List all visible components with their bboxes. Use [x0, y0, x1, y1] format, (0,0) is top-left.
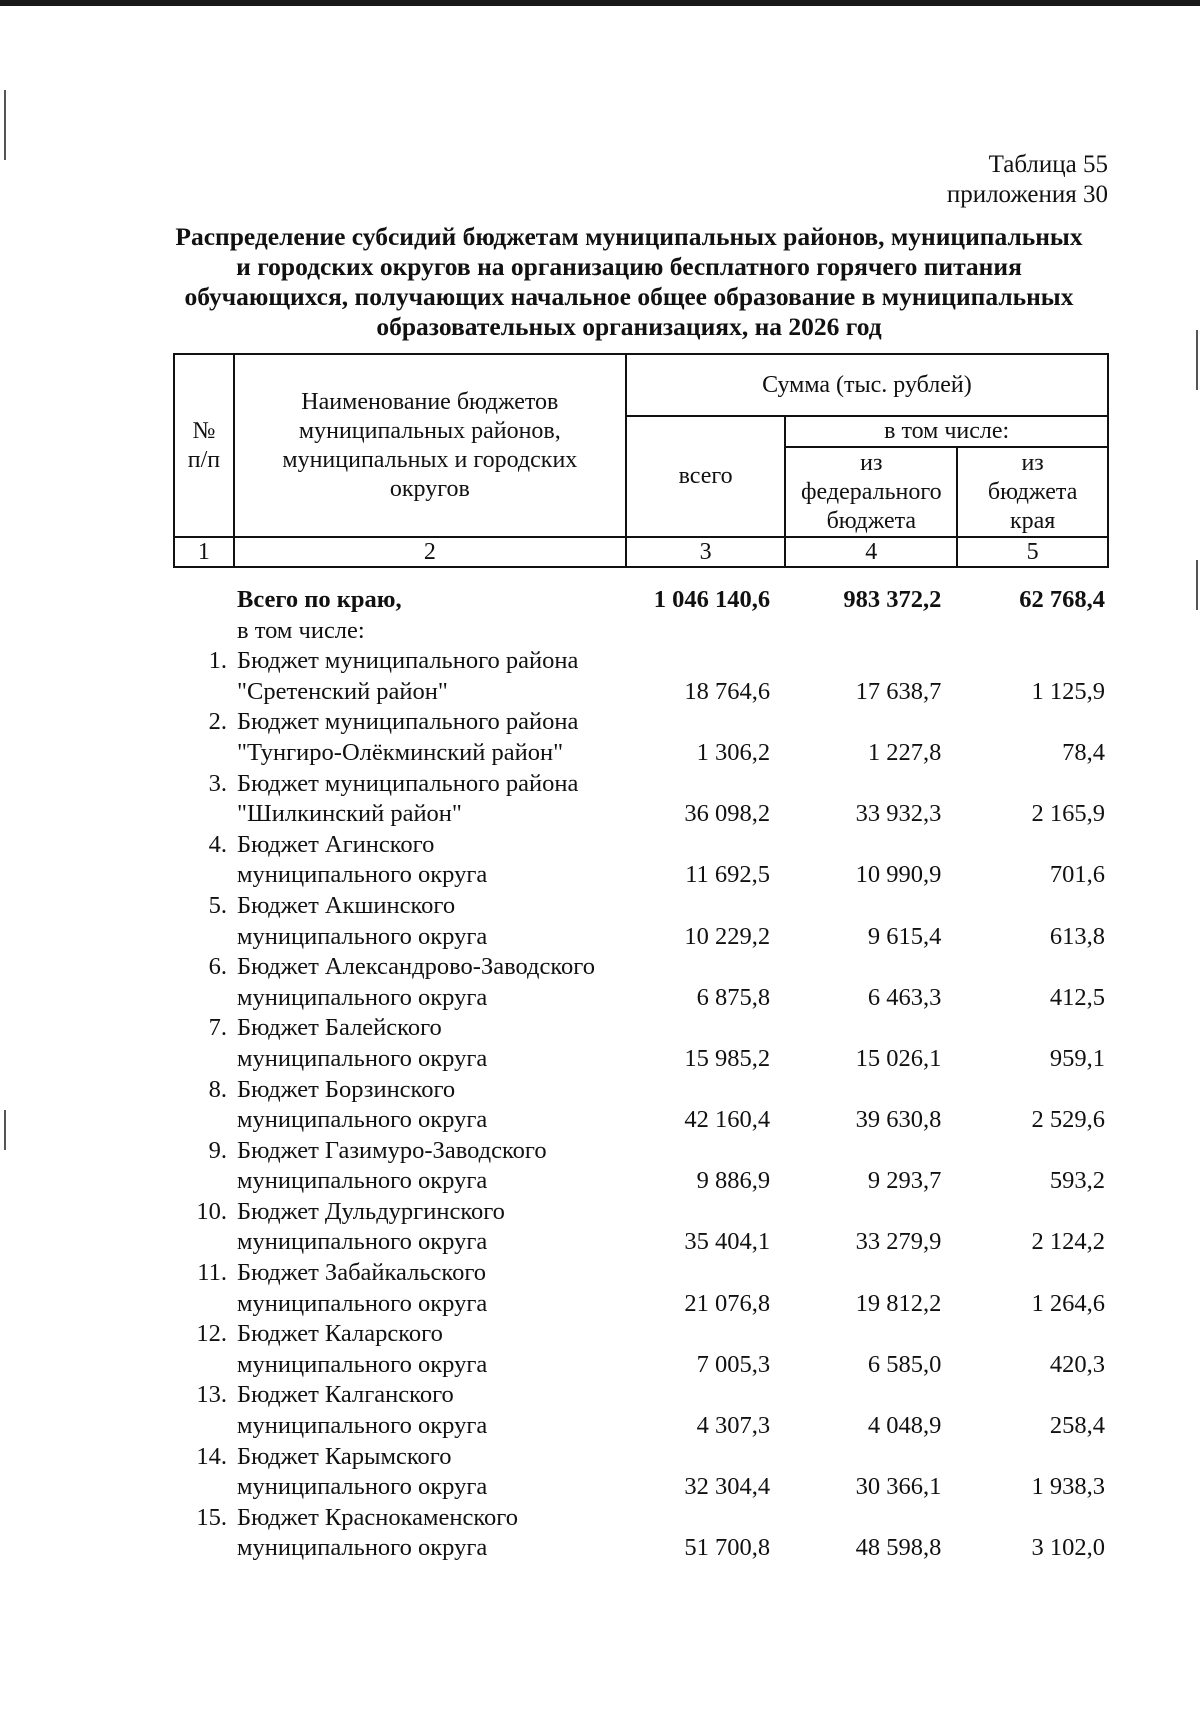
sum-total: 18 764,6 — [684, 677, 771, 705]
sum-federal: 4 048,9 — [867, 1412, 942, 1440]
budget-name-line: "Шилкинский район" — [237, 800, 462, 828]
sum-federal: 30 366,1 — [855, 1473, 942, 1501]
budget-name — [233, 1197, 614, 1258]
column-number: 5 — [957, 537, 1108, 567]
budget-name-line: Бюджет Балейского — [237, 1014, 442, 1042]
sum-federal: 33 279,9 — [855, 1228, 942, 1256]
header-number-cell — [174, 354, 234, 537]
table-row — [173, 1319, 1109, 1380]
budget-name-line: Бюджет Краснокаменского — [237, 1503, 518, 1531]
budget-name-line: Бюджет Акшинского — [237, 891, 456, 919]
table-header — [173, 353, 1109, 568]
budget-name — [233, 1503, 614, 1564]
sum-regional: 412,5 — [1049, 983, 1105, 1011]
sum-federal: 15 026,1 — [855, 1044, 942, 1072]
sum-total: 9 886,9 — [696, 1167, 771, 1195]
sum-regional: 1 264,6 — [1031, 1289, 1105, 1317]
row-number: 12. — [196, 1320, 228, 1348]
budget-name-line: муниципального округа — [237, 1167, 488, 1195]
row-number: 15. — [196, 1503, 228, 1531]
row-number: 8. — [208, 1075, 228, 1103]
sum-regional: 420,3 — [1049, 1350, 1105, 1378]
header-text: муниципальных и городских — [282, 446, 578, 473]
sum-regional: 593,2 — [1049, 1167, 1105, 1195]
header-text: из — [860, 449, 883, 476]
header-text: Наименование бюджетов — [301, 388, 559, 415]
budget-name-line: Бюджет Калганского — [237, 1381, 454, 1409]
budget-name-line: муниципального округа — [237, 1350, 488, 1378]
budget-name — [233, 1442, 614, 1503]
budget-name — [233, 707, 614, 768]
total-sum: 1 046 140,6 — [653, 586, 771, 613]
budget-name-line: муниципального округа — [237, 1473, 488, 1501]
budget-name-line: муниципального округа — [237, 1289, 488, 1317]
table-row — [173, 1258, 1109, 1319]
budget-name — [233, 1013, 614, 1074]
sum-regional: 1 125,9 — [1031, 677, 1105, 705]
header-federal-cell — [785, 447, 957, 537]
budget-name-line: Бюджет муниципального района — [237, 647, 579, 675]
sum-federal: 17 638,7 — [855, 677, 942, 705]
budget-name-line: Бюджет Александрово-Заводского — [237, 953, 595, 981]
column-number: 3 — [626, 537, 786, 567]
column-number: 4 — [785, 537, 957, 567]
title-line: и городских округов на организацию бесплатного горячего питания — [236, 252, 1022, 281]
budget-name — [233, 1075, 614, 1136]
title-line: образовательных организациях, на 2026 год — [376, 312, 882, 341]
budget-name-line: "Тунгиро-Олёкминский район" — [237, 738, 564, 766]
sum-federal: 19 812,2 — [855, 1289, 942, 1317]
budget-name-line: муниципального округа — [237, 922, 488, 950]
row-number: 6. — [208, 953, 228, 981]
sum-total: 36 098,2 — [684, 800, 771, 828]
table-row — [173, 830, 1109, 891]
budget-name-line: Бюджет Борзинского — [237, 1075, 456, 1103]
table-row — [173, 1075, 1109, 1136]
caption-table-number: Таблица 55 — [988, 151, 1108, 178]
sum-total: 15 985,2 — [684, 1044, 771, 1072]
including-label: в том числе: — [237, 616, 365, 644]
row-number: 2. — [208, 708, 228, 736]
table-row — [173, 1503, 1109, 1564]
sum-federal: 9 293,7 — [867, 1167, 942, 1195]
scan-margin-mark — [4, 1110, 6, 1150]
sum-regional: 2 529,6 — [1031, 1106, 1105, 1134]
header-text: п/п — [187, 446, 221, 473]
budget-name — [233, 830, 614, 891]
scan-margin-mark — [1196, 560, 1198, 610]
row-number: 1. — [208, 647, 228, 675]
sum-total: 42 160,4 — [684, 1106, 771, 1134]
sum-regional: 701,6 — [1049, 861, 1105, 889]
budget-name-line: муниципального округа — [237, 1106, 488, 1134]
title-line: обучающихся, получающих начальное общее образование в муниципальных — [184, 282, 1074, 311]
budget-name-line: Бюджет Агинского — [237, 830, 435, 858]
table-row — [173, 1136, 1109, 1197]
sum-total: 35 404,1 — [684, 1228, 771, 1256]
sum-total: 11 692,5 — [685, 861, 771, 889]
header-sum-cell: Сумма (тыс. рублей) — [626, 354, 1108, 416]
header-text: края — [1009, 507, 1056, 534]
budget-name — [233, 1319, 614, 1380]
budget-name — [233, 646, 614, 707]
row-number: 11. — [197, 1259, 228, 1287]
table-row — [173, 1197, 1109, 1258]
row-number: 14. — [196, 1442, 228, 1470]
header-text: округов — [389, 475, 470, 502]
column-number: 2 — [234, 537, 626, 567]
sum-federal: 48 598,8 — [855, 1534, 942, 1562]
row-number — [173, 616, 233, 647]
including-row — [173, 616, 1109, 647]
sum-regional: 258,4 — [1049, 1412, 1105, 1440]
budget-rows — [173, 646, 1109, 1564]
sum-federal: 9 615,4 — [867, 922, 942, 950]
title-line: Распределение субсидий бюджетам муниципальных районов, муниципальных — [175, 222, 1083, 251]
row-number: 7. — [208, 1014, 228, 1042]
budget-name-line: "Сретенский район" — [237, 677, 448, 705]
row-number: 3. — [208, 769, 228, 797]
budget-name — [233, 1380, 614, 1441]
total-regional: 62 768,4 — [1019, 586, 1105, 613]
budget-name — [233, 891, 614, 952]
budget-name-line: Бюджет Каларского — [237, 1320, 443, 1348]
row-number: 10. — [196, 1197, 228, 1225]
budget-name — [233, 1258, 614, 1319]
budget-name — [233, 769, 614, 830]
header-text: бюджета — [826, 507, 917, 534]
sum-federal: 33 932,3 — [855, 800, 942, 828]
budget-name-line: муниципального округа — [237, 1044, 488, 1072]
sum-total: 1 306,2 — [696, 738, 771, 766]
table-row — [173, 1442, 1109, 1503]
table-caption — [947, 150, 1108, 210]
header-name-cell — [234, 354, 626, 537]
sum-regional: 2 124,2 — [1031, 1228, 1105, 1256]
budget-name — [233, 1136, 614, 1197]
budget-table-body — [173, 585, 1109, 1564]
sum-federal: 1 227,8 — [867, 738, 942, 766]
sum-regional: 613,8 — [1049, 922, 1105, 950]
budget-name-line: Бюджет муниципального района — [237, 769, 579, 797]
header-text: федерального — [800, 478, 942, 505]
table-row — [173, 1380, 1109, 1441]
table-row — [173, 891, 1109, 952]
caption-appendix: приложения 30 — [946, 181, 1108, 208]
sum-total: 21 076,8 — [684, 1289, 771, 1317]
header-including-cell: в том числе: — [785, 416, 1108, 447]
budget-name-line: Бюджет Карымского — [237, 1442, 452, 1470]
table-row — [173, 769, 1109, 830]
budget-name-line: муниципального округа — [237, 861, 488, 889]
budget-name-line: Бюджет Газимуро-Заводского — [237, 1136, 547, 1164]
budget-name-line: Бюджет Забайкальского — [237, 1259, 487, 1287]
header-text: из — [1021, 449, 1044, 476]
sum-total: 32 304,4 — [684, 1473, 771, 1501]
scan-margin-mark — [1196, 330, 1198, 390]
sum-total: 6 875,8 — [696, 983, 771, 1011]
header-total-cell: всего — [626, 416, 786, 537]
row-number: 5. — [208, 891, 228, 919]
sum-total: 7 005,3 — [696, 1350, 771, 1378]
table-row — [173, 707, 1109, 768]
row-number — [173, 585, 233, 616]
sum-federal: 39 630,8 — [855, 1106, 942, 1134]
budget-name-line: Бюджет Дульдургинского — [237, 1197, 505, 1225]
table-row — [173, 952, 1109, 1013]
sum-regional: 3 102,0 — [1031, 1534, 1105, 1562]
sum-federal: 6 585,0 — [867, 1350, 942, 1378]
budget-name-line: муниципального округа — [237, 1412, 488, 1440]
budget-name-line: муниципального округа — [237, 983, 488, 1011]
sum-federal: 6 463,3 — [867, 983, 942, 1011]
column-number: 1 — [174, 537, 234, 567]
sum-regional: 1 938,3 — [1031, 1473, 1105, 1501]
row-number: 9. — [208, 1136, 228, 1164]
budget-name — [233, 952, 614, 1013]
header-text: бюджета — [987, 478, 1078, 505]
sum-federal: 10 990,9 — [855, 861, 942, 889]
sum-total: 4 307,3 — [696, 1412, 771, 1440]
sum-total: 51 700,8 — [684, 1534, 771, 1562]
sum-regional: 959,1 — [1049, 1044, 1105, 1072]
scan-top-edge — [0, 0, 1200, 6]
table-row — [173, 1013, 1109, 1074]
header-text: муниципальных районов, — [298, 417, 561, 444]
scan-margin-mark — [4, 90, 6, 160]
row-number: 13. — [196, 1381, 228, 1409]
table-row — [173, 646, 1109, 707]
total-federal: 983 372,2 — [843, 586, 942, 613]
budget-name-line: муниципального округа — [237, 1228, 488, 1256]
total-label: Всего по краю, — [237, 586, 402, 613]
header-text: № — [192, 417, 216, 444]
sum-total: 10 229,2 — [684, 922, 771, 950]
row-number: 4. — [208, 830, 228, 858]
total-row — [173, 585, 1109, 616]
sum-regional: 78,4 — [1062, 738, 1105, 766]
sum-regional: 2 165,9 — [1031, 800, 1105, 828]
budget-name-line: муниципального округа — [237, 1534, 488, 1562]
header-regional-cell — [957, 447, 1108, 537]
budget-name-line: Бюджет муниципального района — [237, 708, 579, 736]
document-title — [150, 222, 1108, 342]
